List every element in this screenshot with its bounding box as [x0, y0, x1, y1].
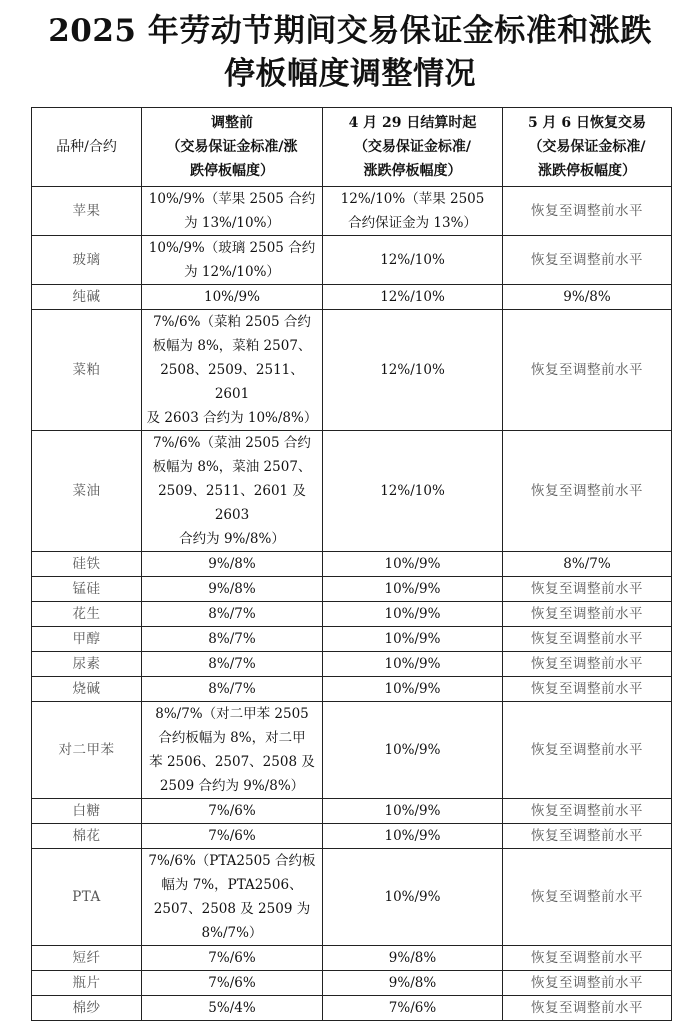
cell-apr29: [323, 799, 503, 824]
cell-variety: PTA: [32, 849, 142, 946]
cell-before: [142, 702, 323, 799]
table-row: [32, 236, 672, 285]
cell-line: 2509、2511、2601 及 2603: [158, 483, 306, 523]
cell-before: [142, 187, 323, 236]
cell-line: 10%/9%: [384, 581, 441, 597]
cell-line: 12%/10%: [380, 483, 445, 499]
cell-line: 2507、2508 及 2509 为: [153, 901, 311, 917]
header-line: 5 月 6 日恢复交易: [527, 115, 647, 131]
cell-line: 12%/10%: [380, 362, 445, 378]
title-line-1: 2025 年劳动节期间交易保证金标准和涨跌: [48, 13, 652, 49]
cell-line: 7%/6%: [208, 975, 256, 991]
cell-line: 12%/10%（苹果 2505: [340, 191, 485, 207]
table-body: [32, 187, 672, 1021]
cell-line: 12%/10%: [380, 252, 445, 268]
cell-apr29: [323, 824, 503, 849]
cell-before: [142, 236, 323, 285]
cell-before: [142, 677, 323, 702]
cell-before: [142, 799, 323, 824]
cell-line: 7%/6%: [388, 1000, 437, 1016]
margin-adjustment-table: [31, 107, 672, 1021]
header-line: 涨跌停板幅度）: [538, 163, 636, 179]
cell-may6: 恢复至调整前水平: [503, 946, 672, 971]
cell-line: 幅为 7%，PTA2506、: [161, 877, 303, 893]
cell-line: 10%/9%: [384, 681, 441, 697]
cell-may6: 恢复至调整前水平: [503, 187, 672, 236]
cell-line: 8%/7%: [208, 681, 256, 697]
cell-may6: 恢复至调整前水平: [503, 652, 672, 677]
cell-apr29: [323, 602, 503, 627]
cell-variety: 花生: [32, 602, 142, 627]
cell-may6: 恢复至调整前水平: [503, 702, 672, 799]
table-row: [32, 799, 672, 824]
table-row: [32, 577, 672, 602]
cell-apr29: [323, 652, 503, 677]
header-line: 调整前: [211, 115, 253, 131]
table-row: [32, 677, 672, 702]
cell-before: [142, 971, 323, 996]
header-may6: [503, 108, 672, 187]
cell-line: 为 13%/10%）: [184, 215, 280, 231]
header-line: 4 月 29 日结算时起: [348, 115, 477, 131]
cell-may6: 恢复至调整前水平: [503, 310, 672, 431]
cell-line: 苯 2506、2507、2508 及: [149, 754, 315, 770]
cell-variety: 苹果: [32, 187, 142, 236]
cell-line: 7%/6%（菜粕 2505 合约: [153, 314, 311, 330]
cell-may6: 9%/8%: [503, 285, 672, 310]
cell-line: 及 2603 合约为 10%/8%）: [146, 410, 318, 426]
cell-apr29: [323, 577, 503, 602]
cell-variety: 硅铁: [32, 552, 142, 577]
cell-before: [142, 552, 323, 577]
cell-apr29: [323, 971, 503, 996]
cell-line: 7%/6%: [208, 950, 256, 966]
table-row: [32, 702, 672, 799]
table-row: [32, 652, 672, 677]
header-before: [142, 108, 323, 187]
cell-may6: 恢复至调整前水平: [503, 824, 672, 849]
cell-line: 10%/9%: [384, 631, 441, 647]
cell-may6: 恢复至调整前水平: [503, 602, 672, 627]
cell-before: [142, 310, 323, 431]
header-line: （交易保证金标准/: [353, 139, 472, 155]
cell-may6: 恢复至调整前水平: [503, 236, 672, 285]
header-variety: [32, 108, 142, 187]
cell-line: 合约板幅为 8%，对二甲: [158, 730, 306, 746]
cell-line: 10%/9%（苹果 2505 合约: [148, 191, 316, 207]
cell-line: 7%/6%（菜油 2505 合约: [153, 435, 311, 451]
cell-line: 合约为 9%/8%）: [179, 531, 285, 547]
cell-variety: 对二甲苯: [32, 702, 142, 799]
cell-line: 10%/9%: [384, 656, 441, 672]
cell-before: [142, 431, 323, 552]
table-row: [32, 849, 672, 946]
header-line: 跌停板幅度）: [190, 163, 274, 179]
cell-line: 2509 合约为 9%/8%）: [159, 778, 305, 794]
table-row: [32, 552, 672, 577]
cell-variety: 纯碱: [32, 285, 142, 310]
cell-before: [142, 285, 323, 310]
table-row: [32, 602, 672, 627]
table-row: [32, 627, 672, 652]
cell-line: 9%/8%: [208, 556, 256, 572]
cell-variety: 白糖: [32, 799, 142, 824]
cell-apr29: [323, 285, 503, 310]
cell-may6: 恢复至调整前水平: [503, 577, 672, 602]
cell-line: 9%/8%: [388, 975, 437, 991]
cell-may6: 恢复至调整前水平: [503, 996, 672, 1021]
cell-may6: 恢复至调整前水平: [503, 431, 672, 552]
table-row: [32, 285, 672, 310]
table-row: [32, 824, 672, 849]
cell-before: [142, 602, 323, 627]
cell-line: 10%/9%: [384, 556, 441, 572]
cell-before: [142, 824, 323, 849]
cell-variety: 烧碱: [32, 677, 142, 702]
cell-may6: 恢复至调整前水平: [503, 677, 672, 702]
cell-may6: 恢复至调整前水平: [503, 971, 672, 996]
cell-line: 9%/8%: [208, 581, 256, 597]
cell-variety: 棉花: [32, 824, 142, 849]
cell-variety: 锰硅: [32, 577, 142, 602]
cell-variety: 瓶片: [32, 971, 142, 996]
cell-line: 7%/6%: [208, 803, 256, 819]
cell-line: 10%/9%: [384, 803, 441, 819]
cell-variety: 短纤: [32, 946, 142, 971]
cell-line: 7%/6%（PTA2505 合约板: [148, 853, 316, 869]
cell-variety: 玻璃: [32, 236, 142, 285]
cell-line: 2508、2509、2511、2601: [160, 362, 304, 402]
cell-line: 8%/7%: [208, 656, 256, 672]
cell-may6: 恢复至调整前水平: [503, 849, 672, 946]
header-line: （交易保证金标准/: [528, 139, 646, 155]
table-row: [32, 996, 672, 1021]
cell-line: 8%/7%（对二甲苯 2505: [155, 706, 309, 722]
cell-may6: 恢复至调整前水平: [503, 627, 672, 652]
cell-line: 板幅为 8%，菜粕 2507、: [152, 338, 312, 354]
header-apr29: [323, 108, 503, 187]
cell-apr29: [323, 849, 503, 946]
cell-before: [142, 849, 323, 946]
cell-line: 12%/10%: [380, 289, 445, 305]
header-line: 品种/合约: [56, 139, 117, 155]
table-row: [32, 946, 672, 971]
cell-line: 合约保证金为 13%）: [348, 215, 477, 231]
table-row: [32, 971, 672, 996]
cell-variety: 菜粕: [32, 310, 142, 431]
header-line: （交易保证金标准/涨: [166, 139, 298, 155]
cell-line: 8%/7%）: [201, 925, 263, 941]
cell-line: 7%/6%: [208, 828, 256, 844]
cell-apr29: [323, 677, 503, 702]
cell-apr29: [323, 946, 503, 971]
cell-apr29: [323, 627, 503, 652]
cell-line: 10%/9%: [384, 889, 441, 905]
cell-line: 5%/4%: [208, 1000, 256, 1016]
table-row: [32, 431, 672, 552]
cell-line: 10%/9%（玻璃 2505 合约: [148, 240, 316, 256]
cell-apr29: [323, 310, 503, 431]
cell-may6: 8%/7%: [503, 552, 672, 577]
table-row: [32, 310, 672, 431]
cell-line: 8%/7%: [208, 606, 256, 622]
cell-line: 8%/7%: [208, 631, 256, 647]
document-title: [0, 0, 700, 96]
cell-before: [142, 652, 323, 677]
cell-variety: 棉纱: [32, 996, 142, 1021]
cell-may6: 恢复至调整前水平: [503, 799, 672, 824]
cell-line: 9%/8%: [388, 950, 437, 966]
cell-before: [142, 577, 323, 602]
cell-before: [142, 996, 323, 1021]
cell-apr29: [323, 431, 503, 552]
cell-line: 为 12%/10%）: [184, 264, 280, 280]
cell-variety: 甲醇: [32, 627, 142, 652]
cell-variety: 菜油: [32, 431, 142, 552]
cell-before: [142, 627, 323, 652]
cell-variety: 尿素: [32, 652, 142, 677]
header-line: 涨跌停板幅度）: [363, 163, 462, 179]
cell-apr29: [323, 552, 503, 577]
cell-before: [142, 946, 323, 971]
table-row: [32, 187, 672, 236]
cell-line: 10%/9%: [204, 289, 260, 305]
cell-line: 10%/9%: [384, 742, 441, 758]
cell-apr29: [323, 996, 503, 1021]
cell-line: 板幅为 8%，菜油 2507、: [152, 459, 312, 475]
cell-apr29: [323, 702, 503, 799]
cell-line: 10%/9%: [384, 828, 441, 844]
cell-apr29: [323, 187, 503, 236]
table-header-row: [32, 108, 672, 187]
title-line-2: 停板幅度调整情况: [224, 56, 476, 92]
cell-line: 10%/9%: [384, 606, 441, 622]
cell-apr29: [323, 236, 503, 285]
